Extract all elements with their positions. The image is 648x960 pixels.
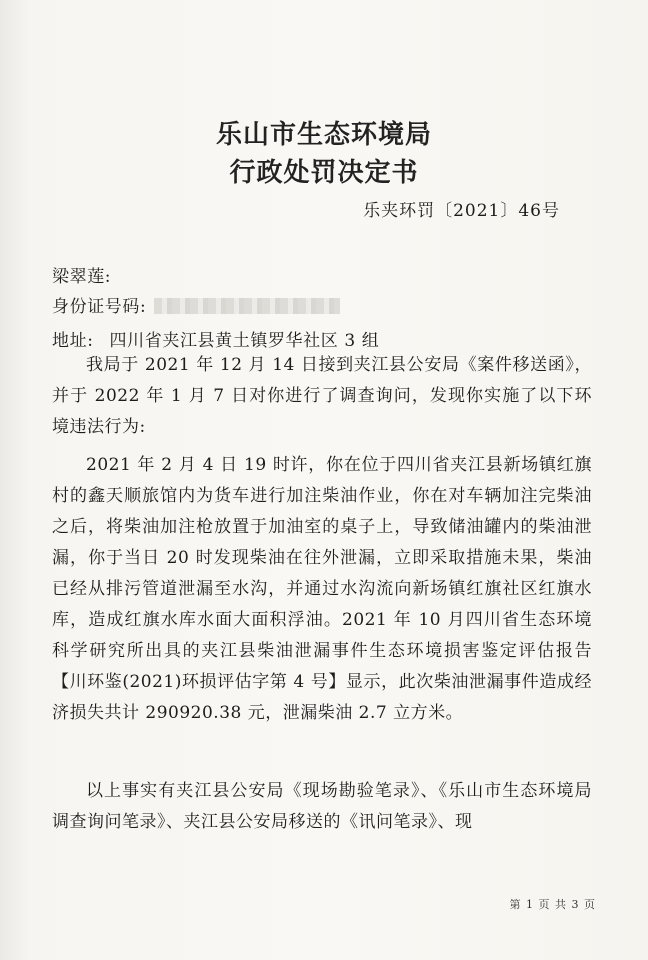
party-name: 梁翠莲: bbox=[52, 267, 112, 287]
party-address-row bbox=[52, 326, 379, 351]
page-number: 第 1 页 共 3 页 bbox=[509, 898, 596, 911]
id-label: 身份证号码: bbox=[52, 297, 147, 317]
redacted-id-number bbox=[154, 298, 340, 314]
document-title-agency: 乐山市生态环境局 bbox=[215, 120, 432, 150]
paragraph-evidence: 以上事实有夹江县公安局《现场勘验笔录》、《乐山市生态环境局调查询问笔录》、夹江县公安局移送的《讯问笔录》、现 bbox=[52, 781, 592, 832]
document-title-type: 行政处罚决定书 bbox=[229, 158, 419, 188]
paragraph-violation-facts: 2021 年 2 月 4 日 19 时许，你在位于四川省夹江县新场镇红旗村的鑫天顺旅馆内为货车进行加注柴油作业，你在对车辆加注完柴油之后，将柴油加注枪放置于加油室的桌子上，导致储油罐内的柴油泄漏，你于当日 20 时发现柴油在往外泄漏，立即采取措施未果，柴油已经从排污管道泄漏至水沟，并通过水沟流向新场镇红旗社区红旗水库，造成红旗水库水面大面积浮油。2021 年 10 月四川省生态环境科学研究所出具的夹江县柴油泄漏事件生态环境损害鉴定评估报告【川环鉴(2021)环损评估字第 4 号】显示，此次柴油泄漏事件造成经济损失共计 290920.38 元，泄漏柴油 2.7 立方米。 bbox=[52, 455, 592, 723]
paragraph-case-intro: 我局于 2021 年 12 月 14 日接到夹江县公安局《案件移送函》，并于 2022 年 1 月 7 日对你进行了调查询问，发现你实施了以下环境违法行为: bbox=[52, 355, 592, 437]
address-value: 四川省夹江县黄土镇罗华社区 3 组 bbox=[109, 331, 380, 351]
address-label: 地址: bbox=[52, 331, 94, 351]
party-id-row bbox=[52, 292, 340, 317]
document-number: 乐夹环罚〔2021〕46号 bbox=[363, 201, 560, 221]
